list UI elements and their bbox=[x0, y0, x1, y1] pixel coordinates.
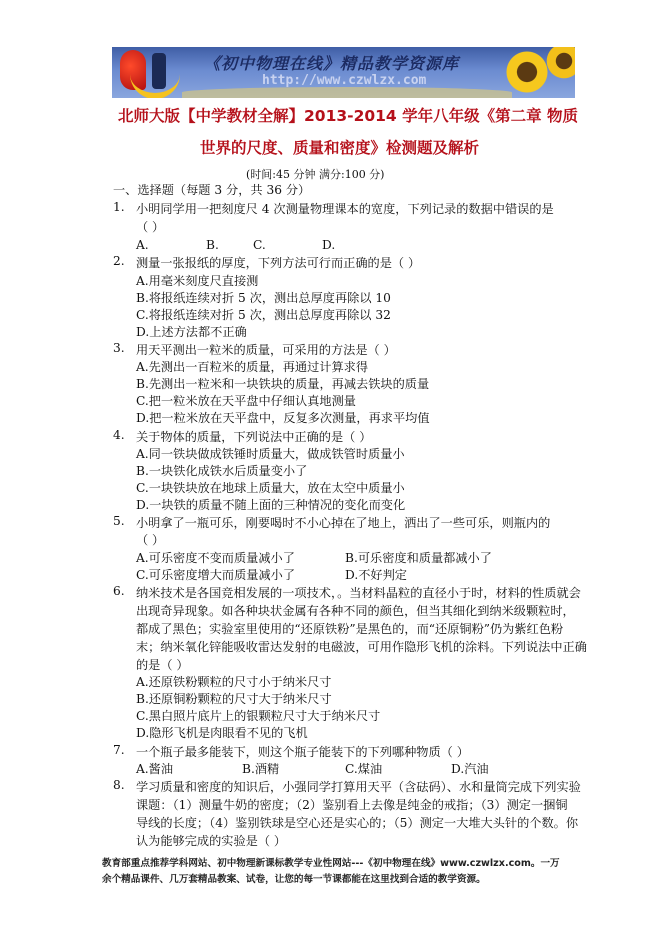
option: A.还原铁粉颗粒的尺寸小于纳米尺寸 bbox=[136, 675, 332, 689]
question-number: 6. bbox=[113, 584, 125, 598]
question-text: 认为能够完成的实验是（ ） bbox=[136, 834, 287, 848]
question-number: 7. bbox=[113, 743, 125, 757]
document-title-line2: 世界的尺度、质量和密度》检测题及解析 bbox=[200, 139, 480, 157]
option: C.黑白照片底片上的银颗粒尺寸大于纳米尺寸 bbox=[136, 709, 381, 723]
option: A.用毫米刻度尺直接测 bbox=[136, 274, 259, 288]
option: C.把一粒米放在天平盘中仔细认真地测量 bbox=[136, 394, 356, 408]
option: D.隐形飞机是肉眼看不见的飞机 bbox=[136, 726, 308, 740]
banner-title: 《初中物理在线》精品教学资源库 bbox=[204, 54, 460, 73]
option: B.可乐密度和质量都减小了 bbox=[345, 551, 492, 565]
option: C. bbox=[253, 238, 266, 252]
option: A.酱油 bbox=[136, 762, 174, 776]
option: A.同一铁块做成铁锤时质量大，做成铁管时质量小 bbox=[136, 447, 405, 461]
question-number: 2. bbox=[113, 254, 125, 268]
question-text: 小明同学用一把刻度尺 4 次测量物理课本的宽度，下列记录的数据中错误的是 bbox=[136, 202, 554, 216]
question-text: 小明拿了一瓶可乐，刚要喝时不小心掉在了地上，洒出了一些可乐，则瓶内的 bbox=[136, 516, 551, 530]
footer-line2: 余个精品课件、几万套精品教案、试卷，让您的每一节课都能在这里找到合适的教学资源。 bbox=[102, 874, 486, 885]
question-text: 关于物体的质量，下列说法中正确的是（ ） bbox=[136, 430, 372, 444]
sunflower-icon bbox=[504, 49, 550, 95]
question-number: 5. bbox=[113, 514, 125, 528]
exam-meta: (时间:45 分钟 满分:100 分) bbox=[246, 168, 385, 181]
banner-wave bbox=[182, 87, 512, 98]
question-text: 用天平测出一粒米的质量，可采用的方法是（ ） bbox=[136, 343, 396, 357]
question-text: 导线的长度；（4）鉴别铁球是空心还是实心的；（5）测定一大堆大头针的个数。你 bbox=[136, 816, 579, 830]
option: B. bbox=[206, 238, 219, 252]
question-text: （ ） bbox=[136, 220, 165, 234]
option: C.一块铁块放在地球上质量大，放在太空中质量小 bbox=[136, 481, 405, 495]
logo-swoosh bbox=[130, 73, 180, 98]
question-number: 8. bbox=[113, 778, 125, 792]
question-text: 纳米技术是各国竞相发展的一项技术，。当材料晶粒的直径小于时，材料的性质就会 bbox=[136, 586, 581, 600]
question-text: 测量一张报纸的厚度，下列方法可行而正确的是（ ） bbox=[136, 256, 421, 270]
question-text: 学习质量和密度的知识后，小强同学打算用天平（含砝码）、水和量筒完成下列实验 bbox=[136, 780, 581, 794]
option: A. bbox=[136, 238, 149, 252]
option: B.酒精 bbox=[242, 762, 280, 776]
option: D. bbox=[322, 238, 336, 252]
option: D.不好判定 bbox=[345, 568, 407, 582]
document-title-line1: 北师大版【中学教材全解】2013-2014 学年八年级《第二章 物质 bbox=[118, 107, 579, 125]
question-number: 1. bbox=[113, 200, 125, 214]
option: D.把一粒米放在天平盘中，反复多次测量，再求平均值 bbox=[136, 411, 430, 425]
option: B.一块铁化成铁水后质量变小了 bbox=[136, 464, 308, 478]
question-text: （ ） bbox=[136, 533, 165, 547]
option: C.煤油 bbox=[345, 762, 383, 776]
question-text: 课题：（1）测量牛奶的密度；（2）鉴别看上去像是纯金的戒指；（3）测定一捆铜 bbox=[136, 798, 568, 812]
question-text: 都成了黑色；实验室里使用的“还原铁粉”是黑色的，而“还原铜粉”仍为紫红色粉 bbox=[136, 622, 564, 636]
option: A.先测出一百粒米的质量，再通过计算求得 bbox=[136, 360, 369, 374]
option: D.汽油 bbox=[451, 762, 489, 776]
section-heading: 一、选择题（每题 3 分，共 36 分） bbox=[113, 183, 311, 197]
option: B.将报纸连续对折 5 次，测出总厚度再除以 10 bbox=[136, 291, 391, 305]
site-banner bbox=[112, 47, 575, 98]
option: D.一块铁的质量不随上面的三种情况的变化而变化 bbox=[136, 498, 406, 512]
option: A.可乐密度不变而质量减小了 bbox=[136, 551, 295, 565]
footer-line1: 教育部重点推荐学科网站、初中物理新课标教学专业性网站---《初中物理在线》www.czwlzx.com。一万 bbox=[102, 858, 560, 869]
option: C.可乐密度增大而质量减小了 bbox=[136, 568, 296, 582]
banner-url[interactable]: http://www.czwlzx.com bbox=[262, 73, 427, 88]
option: C.将报纸连续对折 5 次，测出总厚度再除以 32 bbox=[136, 308, 391, 322]
question-number: 3. bbox=[113, 341, 125, 355]
question-text: 的是（ ） bbox=[136, 658, 189, 672]
question-text: 出现奇异现象。如各种块状金属有各种不同的颜色，但当其细化到纳米级颗粒时， bbox=[136, 604, 575, 618]
option: B.先测出一粒米和一块铁块的质量，再减去铁块的质量 bbox=[136, 377, 430, 391]
option: B.还原铜粉颗粒的尺寸大于纳米尺寸 bbox=[136, 692, 332, 706]
question-text: 一个瓶子最多能装下，则这个瓶子能装下的下列哪种物质（ ） bbox=[136, 745, 469, 759]
question-number: 4. bbox=[113, 428, 125, 442]
question-text: 末；纳米氧化锌能吸收雷达发射的电磁波，可用作隐形飞机的涂料。下列说法中正确 bbox=[136, 640, 587, 654]
option: D.上述方法都不正确 bbox=[136, 325, 247, 339]
